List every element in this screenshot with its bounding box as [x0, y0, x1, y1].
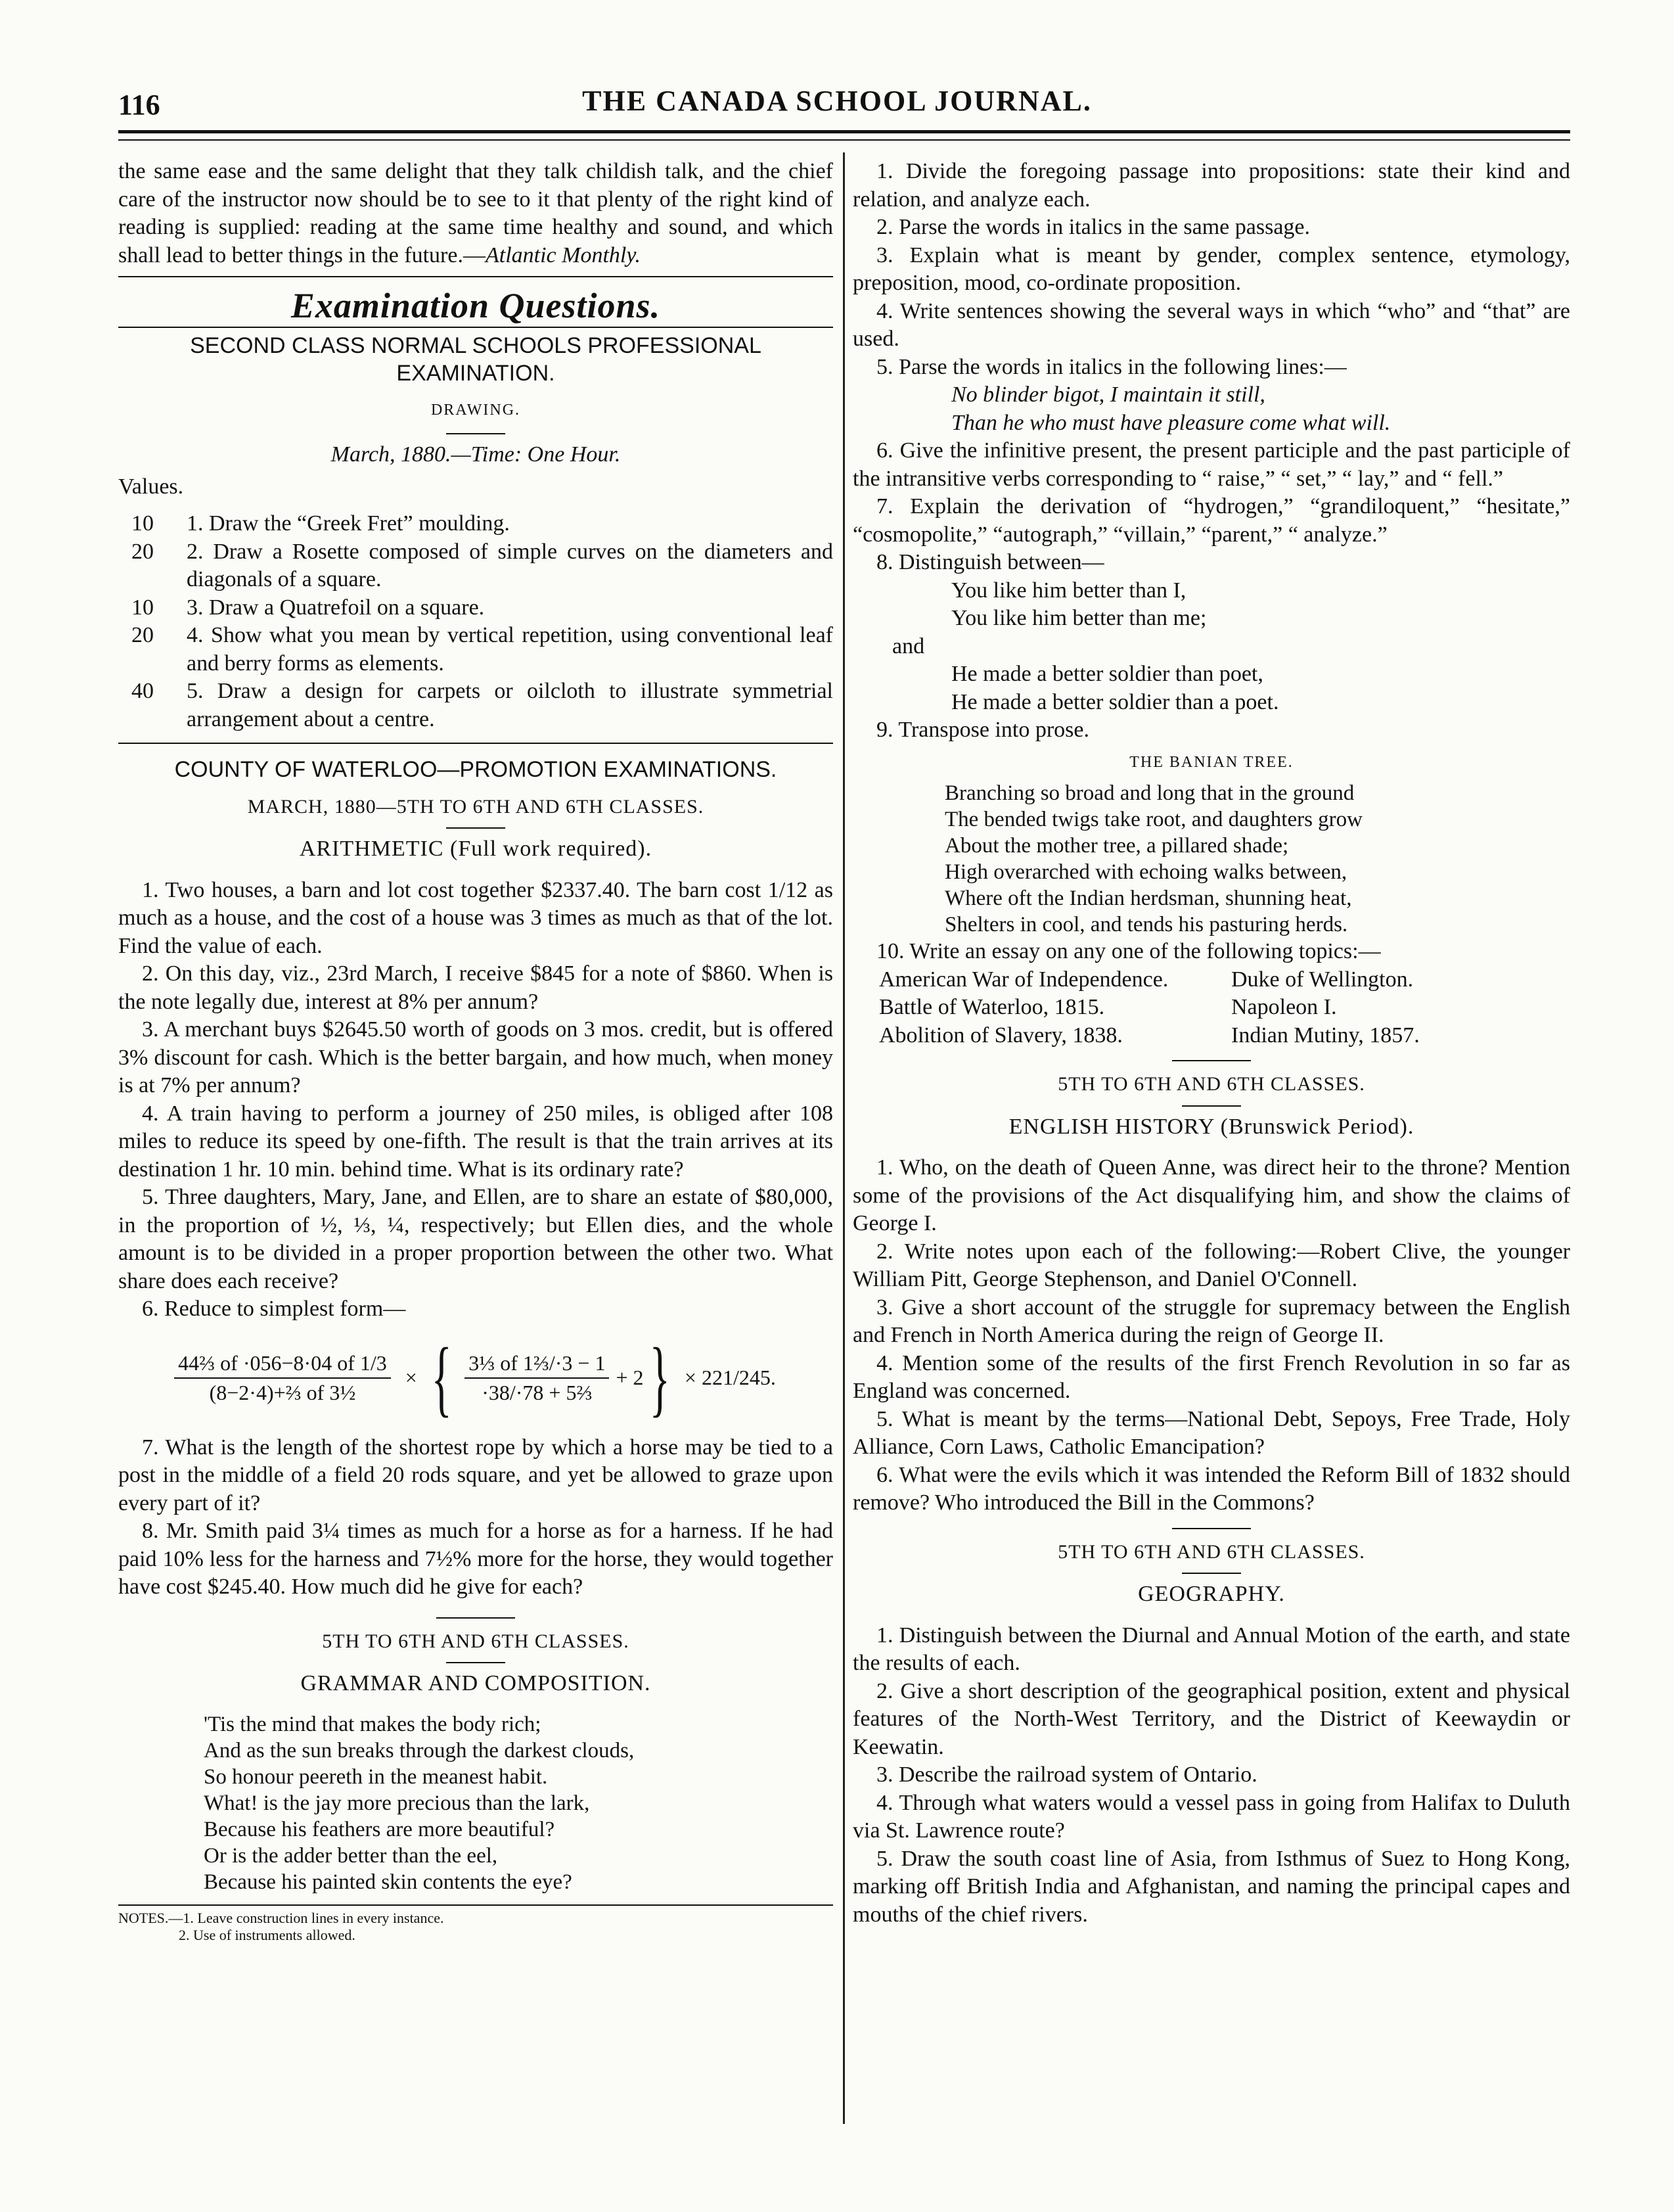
- verse-line: No blinder bigot, I maintain it still,: [951, 382, 1265, 407]
- question: 4. Write sentences showing the several ways in which “who” and “that” are used.: [853, 298, 1570, 351]
- question: 2. On this day, viz., 23rd March, I receive $845 for a note of $860. When is the note legally due, interest at 8% per annum?: [118, 961, 833, 1014]
- divider: [1172, 1528, 1251, 1529]
- topic: Battle of Waterloo, 1815.: [879, 995, 1105, 1019]
- plus-term: + 2: [616, 1366, 644, 1390]
- question: 3. Give a short account of the struggle for supremacy between the English and French in North America during the reign of George II.: [853, 1295, 1570, 1347]
- header-rule: [118, 130, 1570, 133]
- question: 6. Give the infinitive present, the present participle and the past participle of the intransitive verbs corresponding to “ raise,” “ set,” “ lay,” and “ fell.”: [853, 438, 1570, 491]
- fraction: $\frac{\text{44⅔ of ·056−8·04 of 1/3}}{\text{(8−2·4)+⅔ of 3½}}$: [174, 1349, 391, 1406]
- topic: Duke of Wellington.: [1231, 967, 1414, 992]
- grammar-sub: 5TH TO 6TH AND 6TH CLASSES.: [322, 1630, 629, 1652]
- times-sign: ×: [405, 1366, 417, 1390]
- question: 6. What were the evils which it was intended the Reform Bill of 1832 should remove? Who introduced the Bill in the Commons?: [853, 1462, 1570, 1515]
- poem-line: Because his feathers are more beautiful?: [204, 1817, 555, 1841]
- geography-title: GEOGRAPHY.: [1138, 1582, 1285, 1606]
- short-rule: [1182, 1573, 1241, 1574]
- math-expression: [118, 1330, 833, 1425]
- question: 7. Explain the derivation of “hydrogen,” “grandiloquent,” “hesitate,” “cosmopolite,” “autograph,” “villain,” “parent,” “ analyze.”: [853, 494, 1570, 547]
- topic-list: [879, 966, 1570, 1050]
- short-rule: [446, 827, 505, 829]
- question: 5. What is meant by the terms—National Debt, Sepoys, Free Trade, Holy Alliance, Corn Laws, Catholic Emancipation?: [853, 1406, 1570, 1459]
- drawing-date: March, 1880.—Time: One Hour.: [330, 442, 621, 467]
- topic: Abolition of Slavery, 1838.: [879, 1023, 1123, 1048]
- poem-line: And as the sun breaks through the darkest clouds,: [204, 1738, 635, 1763]
- question: 3. Explain what is meant by gender, complex sentence, etymology, preposition, mood, co-ordinate proposition.: [853, 242, 1570, 295]
- question: 4. A train having to perform a journey of 250 miles, is obliged after 108 miles to reduce its speed by one-fifth. The result is that the train arrives at its destination 1 hr. 10 min. behind time. What is its ordinary rate?: [118, 1101, 833, 1182]
- sentence-pair: [951, 577, 1570, 633]
- list-item: 10 1. Draw the “Greek Fret” moulding.: [131, 511, 510, 536]
- left-brace: {: [431, 1330, 452, 1425]
- question: 5. Draw the south coast line of Asia, from Isthmus of Suez to Hong Kong, marking off British India and Afghanistan, and naming the principal capes and mouths of the chief rivers.: [853, 1846, 1570, 1927]
- conjunction: and: [892, 634, 925, 658]
- poem-line: Or is the adder better than the eel,: [204, 1843, 498, 1868]
- poem-line: About the mother tree, a pillared shade;: [945, 834, 1289, 858]
- sentence: He made a better soldier than a poet.: [951, 689, 1279, 714]
- question: 5. Three daughters, Mary, Jane, and Ellen, are to share an estate of $80,000, in the proportion of ½, ⅓, ¼, respectively; but Ellen dies, and the whole amount is to be divided in a proper proportion between the other two. What share does each receive?: [118, 1185, 833, 1293]
- drawing-list: [118, 510, 833, 733]
- poem: [945, 780, 1570, 938]
- question: 2. Write notes upon each of the following:—Robert Clive, the younger William Pitt, George Stephenson, and Daniel O'Connell.: [853, 1239, 1570, 1291]
- poem-title: THE BANIAN TREE.: [1129, 753, 1294, 771]
- poem: [204, 1711, 833, 1895]
- divider: [118, 327, 833, 328]
- divider: [436, 1617, 515, 1619]
- left-column: [118, 158, 833, 1944]
- short-rule: [446, 433, 505, 434]
- topic: Napoleon I.: [1231, 995, 1337, 1019]
- short-rule: [1182, 1105, 1241, 1107]
- running-head: THE CANADA SCHOOL JOURNAL.: [582, 85, 1092, 117]
- history-title: ENGLISH HISTORY (Brunswick Period).: [1008, 1114, 1414, 1139]
- right-column: [853, 158, 1570, 1929]
- divider: [118, 276, 833, 277]
- history-sub: 5TH TO 6TH AND 6TH CLASSES.: [1058, 1073, 1365, 1095]
- poem-line: What! is the jay more precious than the lark,: [204, 1791, 590, 1815]
- column-divider: [843, 152, 845, 2124]
- page-number: 116: [118, 89, 160, 121]
- notes: [118, 1904, 833, 1944]
- question: 2. Parse the words in italics in the same passage.: [876, 215, 1311, 239]
- poem-line: 'Tis the mind that makes the body rich;: [204, 1712, 541, 1736]
- sentence: You like him better than I,: [951, 578, 1187, 603]
- question: 4. Through what waters would a vessel pass in going from Halifax to Duluth via St. Lawrence route?: [853, 1790, 1570, 1843]
- waterloo-sub: MARCH, 1880—5TH TO 6TH AND 6TH CLASSES.: [247, 795, 704, 818]
- topic: Indian Mutiny, 1857.: [1231, 1023, 1420, 1048]
- question: 1. Who, on the death of Queen Anne, was direct heir to the throne? Mention some of the provisions of the Act disqualifying him, and show the claims of George I.: [853, 1155, 1570, 1235]
- poem-line: Shelters in cool, and tends his pasturing herds.: [945, 913, 1348, 936]
- question: 3. Describe the railroad system of Ontario.: [876, 1763, 1257, 1787]
- sentence: You like him better than me;: [951, 606, 1207, 630]
- poem-line: The bended twigs take root, and daughters grow: [945, 808, 1363, 831]
- question: 1. Two houses, a barn and lot cost together $2337.40. The barn cost 1/12 as much as a house, and the cost of a house was 3 times as much as that of the lot. Find the value of each.: [118, 877, 833, 958]
- waterloo-title: COUNTY OF WATERLOO—PROMOTION EXAMINATIONS.: [174, 757, 777, 782]
- question: 1. Distinguish between the Diurnal and Annual Motion of the earth, and state the results of each.: [853, 1623, 1570, 1675]
- poem-line: High overarched with echoing walks between,: [945, 860, 1347, 884]
- geography-sub: 5TH TO 6TH AND 6TH CLASSES.: [1058, 1540, 1365, 1563]
- poem-line: So honour peereth in the meanest habit.: [204, 1764, 548, 1789]
- question: 4. Mention some of the results of the first French Revolution in so far as England was concerned.: [853, 1350, 1570, 1403]
- verse: [951, 381, 1570, 437]
- short-rule: [446, 1662, 505, 1663]
- poem-line: Because his painted skin contents the eye?: [204, 1870, 572, 1894]
- note-line: 2. Use of instruments allowed.: [179, 1926, 355, 1943]
- drawing-label: DRAWING.: [430, 401, 521, 419]
- grammar-title: GRAMMAR AND COMPOSITION.: [300, 1671, 651, 1695]
- sentence-pair: [951, 660, 1570, 716]
- question: 3. A merchant buys $2645.50 worth of goods on 3 mos. credit, but is offered 3% discount for cash. Which is the better bargain, and how much, when money is at 7% per annum?: [118, 1017, 833, 1097]
- sentence: He made a better soldier than poet,: [951, 662, 1263, 686]
- arithmetic-title: ARITHMETIC (Full work required).: [299, 837, 652, 861]
- note-line: NOTES.—1. Leave construction lines in every instance.: [118, 1909, 444, 1926]
- exam-title: SECOND CLASS NORMAL SCHOOLS PROFESSIONAL EXAMINATION.: [190, 333, 761, 386]
- question: 10. Write an essay on any one of the following topics:—: [876, 939, 1381, 963]
- question: 8. Mr. Smith paid 3¼ times as much for a horse as for a harness. If he had paid 10% less for the harness and 7½% more for the horse, they would together have cost $245.40. How much did he give for each?: [118, 1519, 833, 1599]
- question: 6. Reduce to simplest form—: [142, 1297, 406, 1321]
- divider: [118, 743, 833, 744]
- question: 5. Parse the words in italics in the following lines:—: [876, 354, 1347, 379]
- poem-line: Where oft the Indian herdsman, shunning heat,: [945, 887, 1352, 910]
- header-rule-thin: [118, 139, 1570, 141]
- verse-line: Than he who must have pleasure come what will.: [951, 410, 1391, 435]
- poem-line: Branching so broad and long that in the ground: [945, 781, 1355, 805]
- divider: [1172, 1060, 1251, 1061]
- question: 7. What is the length of the shortest rope by which a horse may be tied to a post in the middle of a field 20 rods square, and yet be allowed to graze upon every part of it?: [118, 1435, 833, 1515]
- question: 2. Give a short description of the geographical position, extent and physical features of the North-West Territory, and the District of Keewaydin or Keewatin.: [853, 1678, 1570, 1759]
- question: 8. Distinguish between—: [876, 550, 1104, 574]
- list-item: 20 4. Show what you mean by vertical repetition, using conventional leaf and berry forms as elements.: [131, 623, 833, 676]
- intro-paragraph: the same ease and the same delight that they talk childish talk, and the chief care of the instructor now should be to see to it that plenty of the right kind of reading is supplied: reading at the same time healthy and sound, and which shall lead to better things in the future.—Atlantic Monthly.: [118, 159, 833, 267]
- list-item: 40 5. Draw a design for carpets or oilcloth to illustrate symmetrial arrangement about a centre.: [131, 679, 833, 731]
- question: 1. Divide the foregoing passage into propositions: state their kind and relation, and analyze each.: [853, 159, 1570, 212]
- values-label: Values.: [118, 474, 184, 499]
- right-brace: }: [650, 1330, 671, 1425]
- formula-tail: × 221/245.: [684, 1366, 776, 1390]
- list-item: 10 3. Draw a Quatrefoil on a square.: [131, 595, 485, 620]
- list-item: 20 2. Draw a Rosette composed of simple curves on the diameters and diagonals of a square.: [131, 539, 833, 591]
- topic: American War of Independence.: [879, 967, 1169, 992]
- section-title: Examination Questions.: [290, 286, 661, 325]
- fraction: $\frac{\text{3⅓ of 1⅔/·3 − 1}}{\text{·38/·78 + 5⅔}}$: [464, 1349, 609, 1406]
- question: 9. Transpose into prose.: [876, 718, 1089, 742]
